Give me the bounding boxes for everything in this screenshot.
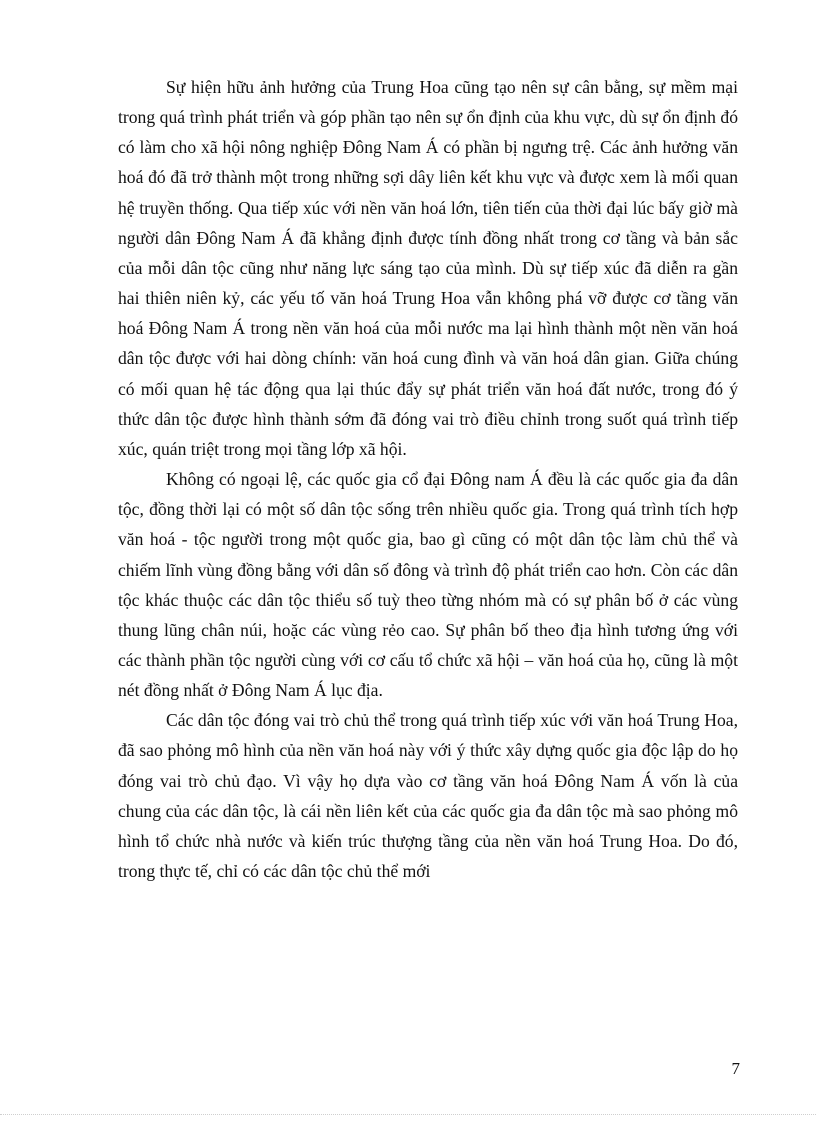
paragraph: Các dân tộc đóng vai trò chủ thể trong quá trình tiếp xúc với văn hoá Trung Hoa, đã sao phỏng mô hình của nền văn hoá này với ý thức xây dựng quốc gia độc lập do họ đóng vai trò chủ đạo. Vì vậy họ dựa vào cơ tầng văn hoá Đông Nam Á vốn là của chung của các dân tộc, là cái nền liên kết của các quốc gia đa dân tộc mà sao phỏng mô hình tổ chức nhà nước và kiến trúc thượng tầng của nền văn hoá Trung Hoa. Do đó, trong thực tế, chỉ có các dân tộc chủ thể mới [118,710,738,882]
paragraph: Sự hiện hữu ảnh hưởng của Trung Hoa cũng tạo nên sự cân bằng, sự mềm mại trong quá trình phát triển và góp phần tạo nên sự ổn định của khu vực, dù sự ổn định đó có làm cho xã hội nông nghiệp Đông Nam Á có phần bị ngưng trệ. Các ảnh hưởng văn hoá đó đã trở thành một trong những sợi dây liên kết khu vực và được xem là mối quan hệ truyền thống. Qua tiếp xúc với nền văn hoá lớn, tiên tiến của thời đại lúc bấy giờ mà người dân Đông Nam Á đã khẳng định được tính đồng nhất trong cơ tầng và bản sắc của mỗi dân tộc cũng như năng lực sáng tạo của mình. Dù sự tiếp xúc đã diễn ra gần hai thiên niên kỷ, các yếu tố văn hoá Trung Hoa vẫn không phá vỡ được cơ tầng văn hoá Đông Nam Á trong nền văn hoá của mỗi nước ma lại hình thành một nền văn hoá dân tộc được với hai dòng chính: văn hoá cung đình và văn hoá dân gian. Giữa chúng có mối quan hệ tác động qua lại thúc đẩy sự phát triển văn hoá đất nước, trong đó ý thức dân tộc được hình thành sớm đã đóng vai trò điều chỉnh trong suốt quá trình tiếp xúc, quán triệt trong mọi tầng lớp xã hội. [118,77,738,459]
body-text [118,72,738,886]
page-number: 7 [731,1059,740,1078]
page-bottom-divider [0,1114,816,1115]
paragraph: Không có ngoại lệ, các quốc gia cổ đại Đông nam Á đều là các quốc gia đa dân tộc, đồng thời lại có một số dân tộc sống trên nhiều quốc gia. Trong quá trình tích hợp văn hoá - tộc người trong một quốc gia, bao gì cũng có một dân tộc làm chủ thể và chiếm lĩnh vùng đồng bằng với dân số đông và trình độ phát triển cao hơn. Còn các dân tộc khác thuộc các dân tộc thiểu số tuỳ theo từng nhóm mà có sự phân bố ở các vùng thung lũng chân núi, hoặc các vùng rẻo cao. Sự phân bố theo địa hình tương ứng với các thành phần tộc người cùng với cơ cấu tổ chức xã hội – văn hoá của họ, cũng là một nét đồng nhất ở Đông Nam Á lục địa. [118,469,738,701]
